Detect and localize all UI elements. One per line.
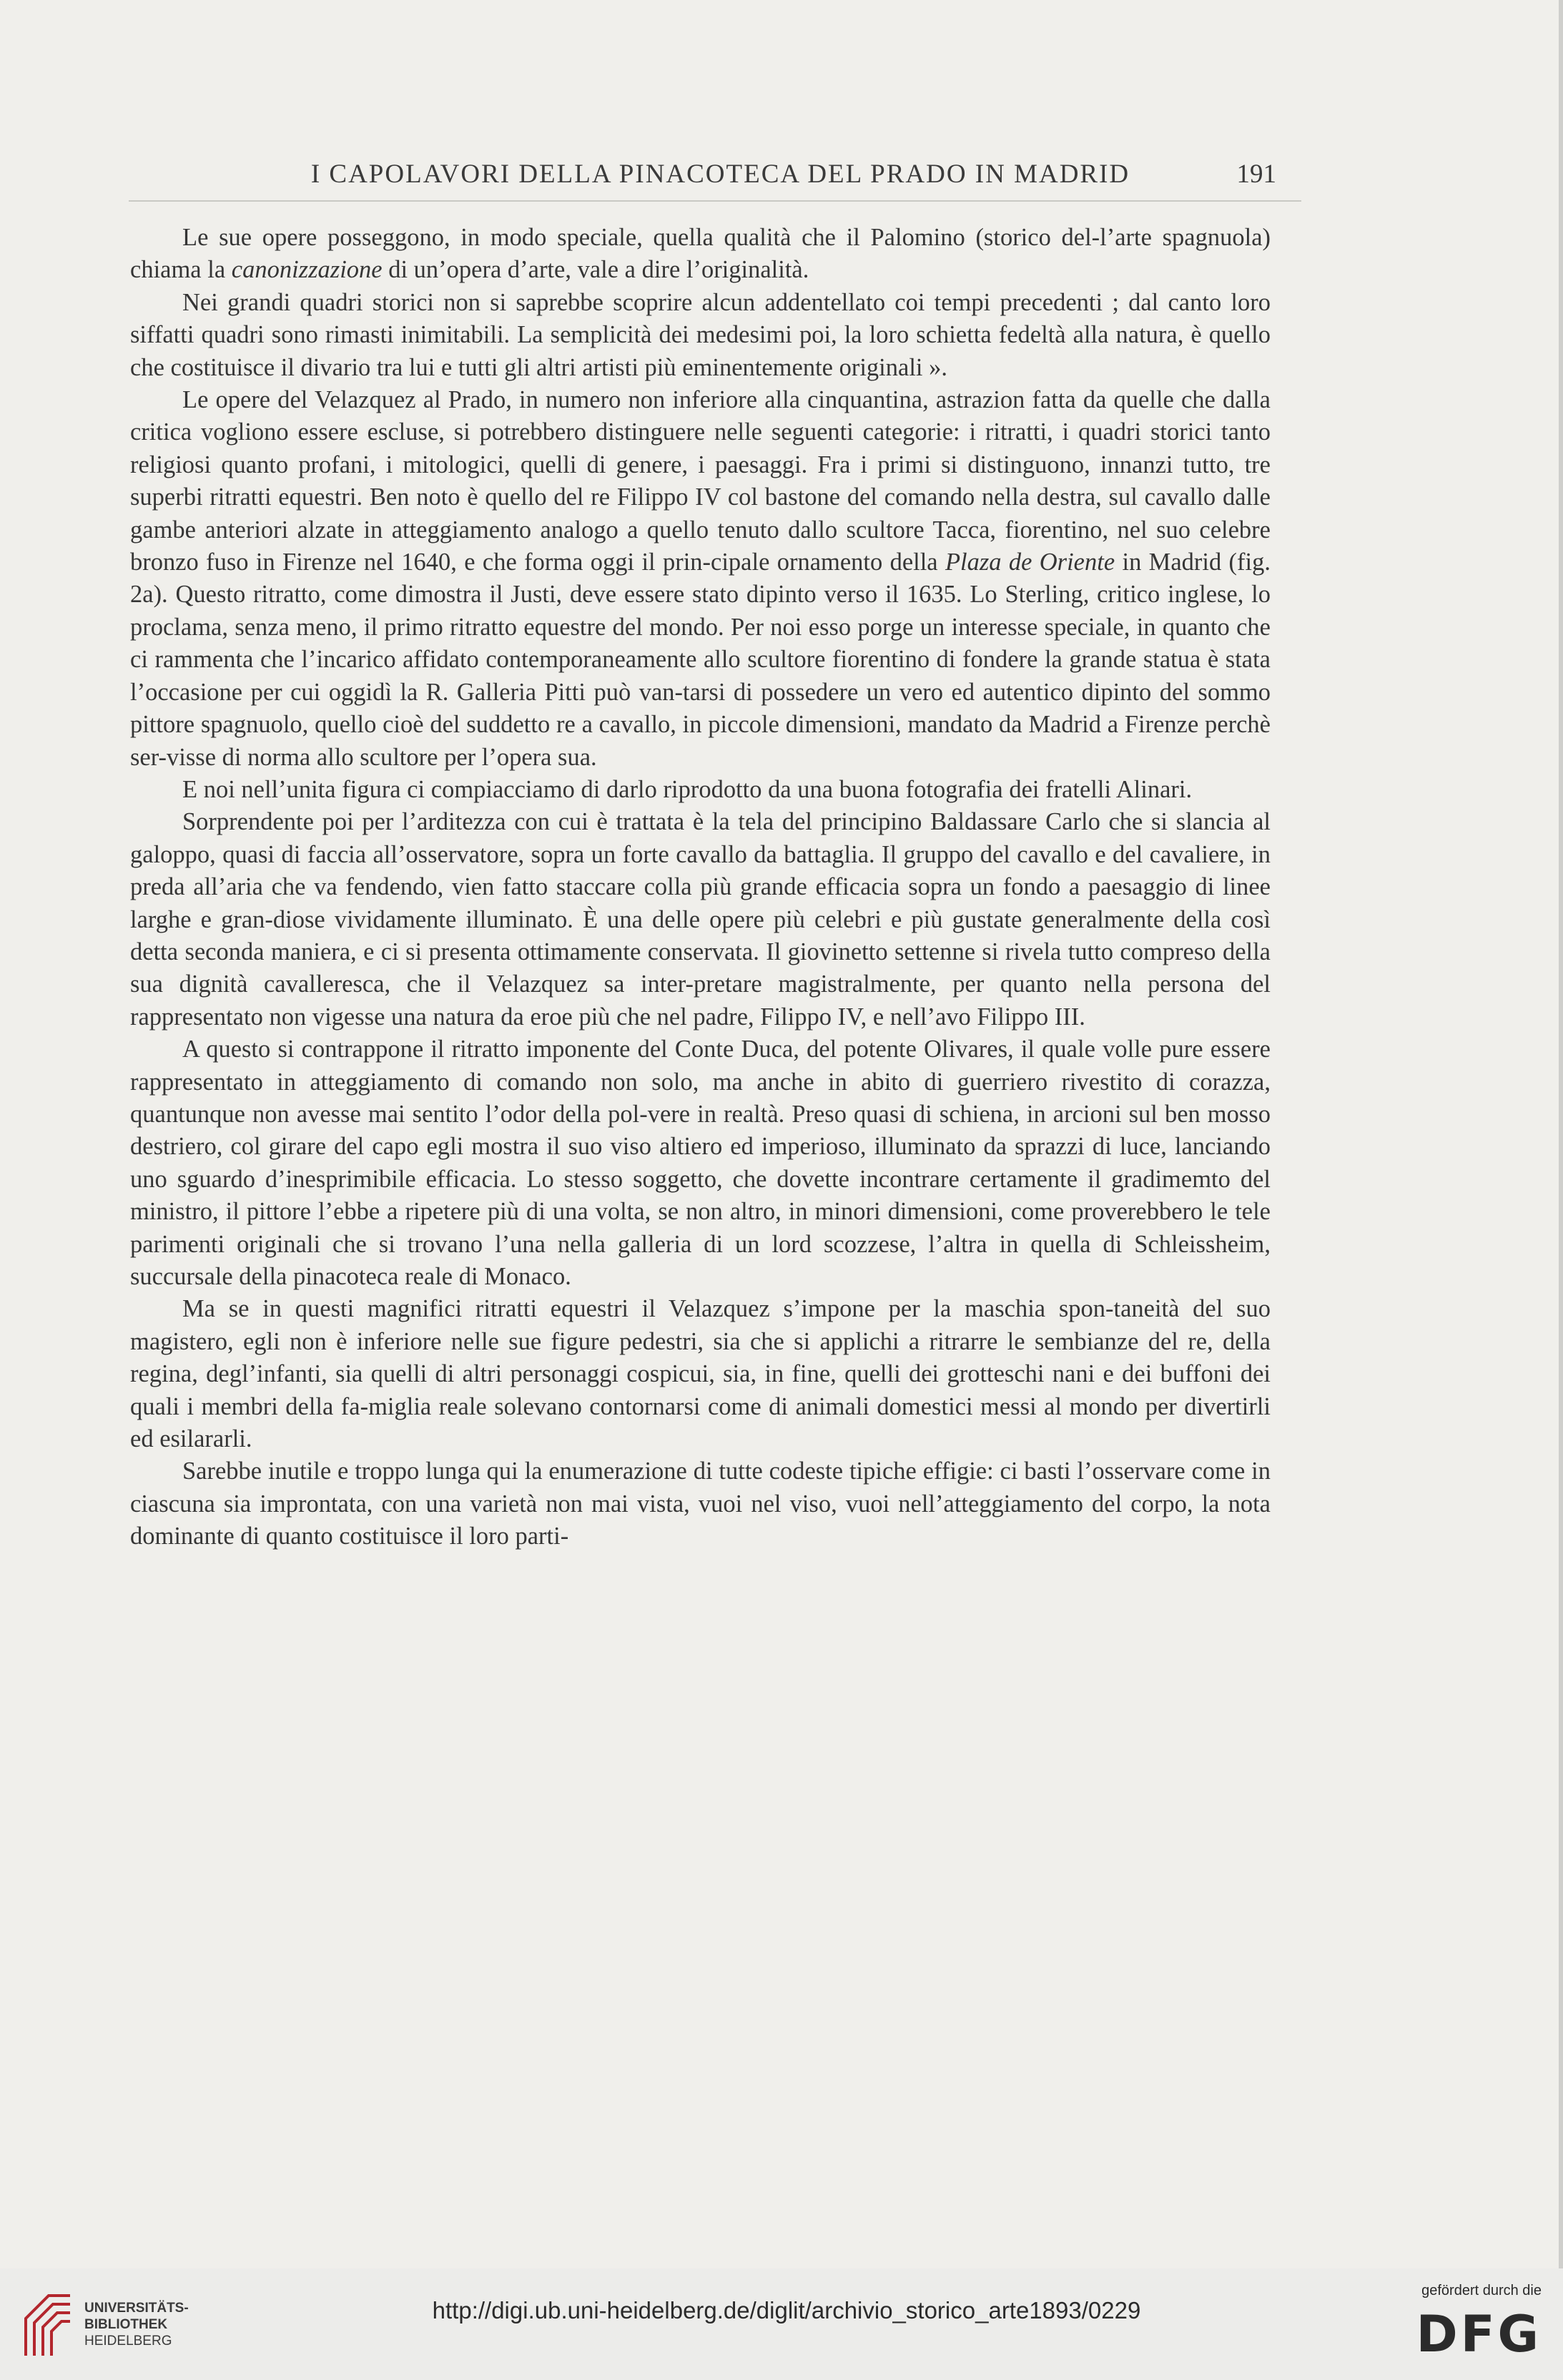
text-span: in Madrid (fig. 2a). Questo ritratto, come dimostra il Justi, deve essere stato dipinto verso il 1635. Lo Sterling, critico inglese, lo proclama, senza meno, il primo ritratto equestre del mondo. Per noi esso porge un interesse speciale, in quanto che ci rammenta che l’incarico affidato contemporaneamente allo scultore fiorentino di fondere la grande statua è stata l’occasione per cui oggidì la R. Galleria Pitti può van-tarsi di possedere un vero ed autentico dipinto del sommo pittore spagnuolo, quello cioè del suddetto re a cavallo, in piccole dimensioni, mandato da Madrid a Firenze perchè ser-visse di norma allo scultore per l’opera sua.	[130, 549, 1271, 771]
text-span: Le opere del Velazquez al Prado, in numero non inferiore alla cinquantina, astrazion fatta da quelle che dalla critica vogliono essere escluse, si potrebbero distinguere nelle seguenti categorie: i ritratti, i quadri storici tanto religiosi quanto profani, i mitologici, quelli di genere, i paesaggi. Fra i primi si distinguono, innanzi tutto, tre superbi ritratti equestri. Ben noto è quello del re Filippo IV col bastone del comando nella destra, sul cavallo dalle gambe anteriori alzate in atteggiamento analogo a quello tenuto dallo scultore Tacca, fiorentino, nel suo celebre bronzo fuso in Firenze nel 1640, e che forma oggi il prin-cipale ornamento della	[130, 386, 1271, 576]
digitization-footer	[0, 2268, 1563, 2380]
library-name-line: BIBLIOTHEK	[84, 2317, 168, 2332]
library-logo[interactable]	[20, 2286, 235, 2363]
paragraph: Nei grandi quadri storici non si saprebbe scoprire alcun addentellato coi tempi precedenti ; dal canto loro siffatti quadri sono rimasti inimitabili. La semplicità dei medesimi poi, la loro schietta fedeltà alla natura, è quello che costituisce il divario tra lui e tutti gli altri artisti più eminentemente originali ».	[130, 288, 1271, 381]
paragraph	[130, 384, 1271, 774]
library-name	[84, 2300, 189, 2349]
permalink[interactable]: http://digi.ub.uni-heidelberg.de/diglit/archivio_storico_arte1893/0229	[432, 2297, 1141, 2324]
text-span: di un’opera d’arte, vale a dire l’originalità.	[382, 256, 809, 284]
running-title: I CAPOLAVORI DELLA PINACOTECA DEL PRADO IN MADRID	[310, 159, 1130, 189]
dfg-logo: DFG	[1416, 2305, 1542, 2364]
italic-term: canonizzazione	[231, 256, 383, 284]
paragraph: Ma se in questi magnifici ritratti equestri il Velazquez s’impone per la maschia spon-taneità del suo magistero, egli non è inferiore nelle sue figure pedestri, sia che si applichi a ritrarre le sembianze del re, della regina, degl’infanti, sia quelli di altri personaggi cospicui, sia, in fine, quelli dei grotteschi nani e dei buffoni dei quali i membri della fa-miglia reale solevano contornarsi come di animali domestici messi al mondo per divertirli ed esilararli.	[130, 1295, 1271, 1453]
library-name-line: UNIVERSITÄTS-	[84, 2301, 189, 2316]
italic-term: Plaza de Oriente	[945, 549, 1115, 576]
text-span: Le sue opere posseggono, in modo speciale, quella qualità che il Palomino (storico del-l’arte spagnuola) chiama la	[130, 224, 1271, 284]
funder-caption: gefördert durch die	[1421, 2283, 1542, 2298]
page-number: 191	[1236, 159, 1276, 189]
running-head	[164, 159, 1276, 195]
paragraph	[130, 222, 1271, 287]
paragraph: Sarebbe inutile e troppo lunga qui la enumerazione di tutte codeste tipiche effigie: ci basti l’osservare come in ciascuna sia improntata, con una varietà non mai vista, vuoi nel viso, vuoi nell’atteggiamento del corpo, la nota dominante di quanto costituisce il loro parti-	[130, 1457, 1271, 1550]
header-rule	[129, 200, 1301, 202]
paragraph: Sorprendente poi per l’arditezza con cui è trattata è la tela del principino Baldassare Carlo che si slancia al galoppo, quasi di faccia all’osservatore, sopra un forte cavallo da battaglia. Il gruppo del cavallo e del cavaliere, in preda all’aria che va fendendo, vien fatto staccare colla più grande efficacia sopra un fondo a paesaggio di linee larghe e gran-diose vividamente illuminato. È una delle opere più celebri e più gustate generalmente della così detta seconda maniera, e ci si presenta ottimamente conservata. Il giovinetto settenne si rivela tutto compreso della sua dignità cavalleresca, che il Velazquez sa inter-pretare magistralmente, per quanto nella persona del rappresentato non vigesse una natura da eroe più che nel padre, Filippo IV, e nell’avo Filippo III.	[130, 808, 1271, 1031]
body-text	[130, 222, 1271, 1553]
funder-logo[interactable]	[1377, 2283, 1542, 2369]
library-emblem-icon	[20, 2290, 76, 2359]
paragraph: E noi nell’unita figura ci compiacciamo di darlo riprodotto da una buona fotografia dei fratelli Alinari.	[182, 775, 1193, 803]
library-name-line: HEIDELBERG	[84, 2334, 172, 2349]
paragraph: A questo si contrappone il ritratto imponente del Conte Duca, del potente Olivares, il quale volle pure essere rappresentato in atteggiamento di comando non solo, ma anche in abito di guerriero rivestito di corazza, quantunque non avesse mai sentito l’odor della pol-vere in realtà. Preso quasi di schiena, in arcioni sul ben mosso destriero, col girare del capo egli mostra il suo viso altiero ed imperioso, illuminato da sprazzi di luce, lanciando uno sguardo d’inesprimibile efficacia. Lo stesso soggetto, che dovette incontrare certamente il gradimemto del ministro, il pittore l’ebbe a ripetere più di una volta, se non altro, in minori dimensioni, come proverebbero le tele parimenti originali che si trovano l’una nella galleria di un lord scozzese, l’altra in quella di Schleissheim, succursale della pinacoteca reale di Monaco.	[130, 1036, 1271, 1290]
